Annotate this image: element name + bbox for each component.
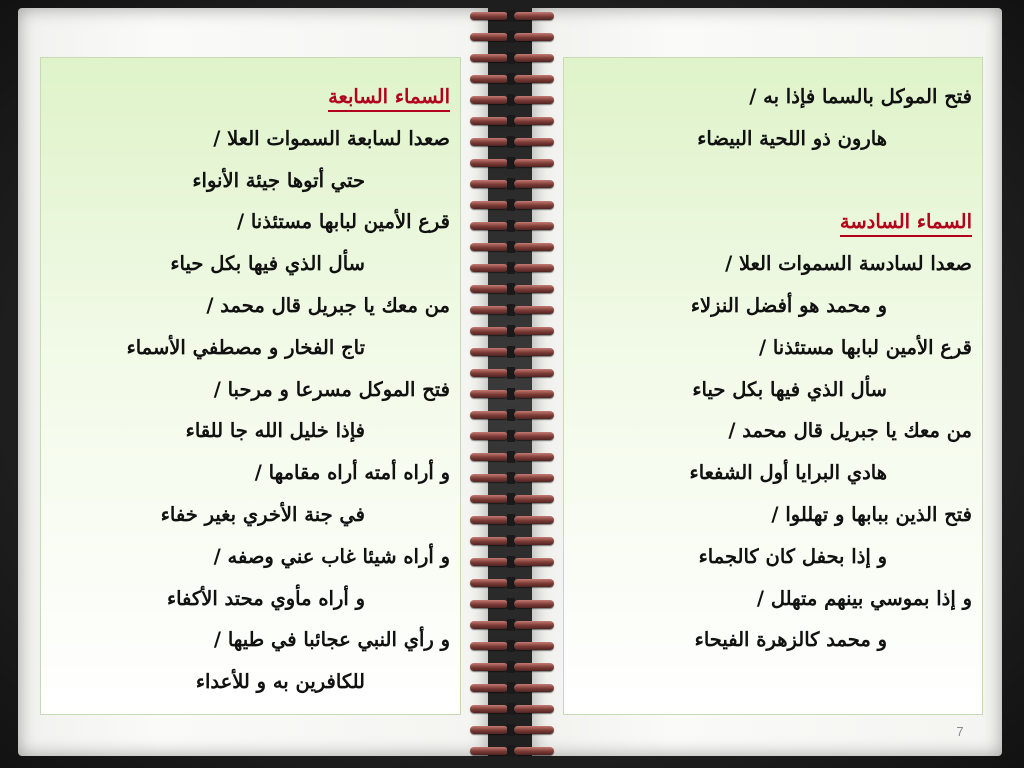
spiral-ring bbox=[470, 682, 556, 694]
spiral-ring bbox=[470, 409, 556, 421]
poem-line: و إذا بحفل كان كالجماء bbox=[698, 544, 887, 568]
poem-line: و أراه شيئا غاب عني وصفه / bbox=[213, 544, 450, 568]
spiral-ring bbox=[470, 472, 556, 484]
spiral-ring bbox=[470, 367, 556, 379]
poem-line: من معك يا جبريل قال محمد / bbox=[206, 293, 450, 317]
spiral-ring bbox=[470, 493, 556, 505]
poem-line: و محمد هو أفضل النزلاء bbox=[690, 293, 887, 317]
spiral-ring bbox=[470, 703, 556, 715]
spiral-ring bbox=[470, 10, 556, 22]
poem-line: و محمد كالزهرة الفيحاء bbox=[694, 628, 887, 652]
poem-line: و أراه مأوي محتد الأكفاء bbox=[166, 586, 365, 610]
spiral-ring bbox=[470, 31, 556, 43]
spiral-ring bbox=[470, 724, 556, 736]
poem-line: تاج الفخار و مصطفي الأسماء bbox=[126, 335, 365, 359]
poem-line: فتح الموكل مسرعا و مرحبا / bbox=[213, 377, 450, 401]
poem-line: فإذا خليل الله جا للقاء bbox=[185, 419, 365, 443]
poem-line: سأل الذي فيها بكل حياء bbox=[170, 252, 365, 276]
spiral-ring bbox=[470, 262, 556, 274]
poem-line: و رأي النبي عجائبا في طيها / bbox=[213, 628, 450, 652]
spiral-ring bbox=[470, 73, 556, 85]
spiral-ring bbox=[470, 283, 556, 295]
poem-line: في جنة الأخري بغير خفاء bbox=[160, 502, 365, 526]
poem-line: للكافرين به و للأعداء bbox=[195, 670, 365, 694]
spiral-ring bbox=[470, 598, 556, 610]
right-title: السماء السادسة bbox=[574, 201, 972, 243]
left-poem bbox=[51, 76, 450, 703]
poem-line: هادي البرايا أول الشفعاء bbox=[689, 461, 887, 485]
page-number: 7 bbox=[956, 724, 964, 739]
poem-line: و إذا بموسي بينهم متهلل / bbox=[756, 586, 972, 610]
spiral-ring bbox=[470, 136, 556, 148]
spiral-ring bbox=[470, 241, 556, 253]
poem-line: قرع الأمين لبابها مستئذنا / bbox=[236, 210, 450, 234]
spiral-ring bbox=[470, 52, 556, 64]
spiral-ring bbox=[470, 640, 556, 652]
poem-line: فتح الذين ببابها و تهللوا / bbox=[771, 502, 972, 526]
spiral-ring bbox=[470, 556, 556, 568]
spiral-ring bbox=[470, 745, 556, 757]
spiral-ring bbox=[470, 178, 556, 190]
poem-line: سأل الذي فيها بكل حياء bbox=[692, 377, 887, 401]
spiral-ring bbox=[470, 451, 556, 463]
spiral-ring bbox=[470, 304, 556, 316]
spiral-ring bbox=[470, 661, 556, 673]
left-title: السماء السابعة bbox=[51, 76, 450, 118]
spiral-ring bbox=[470, 619, 556, 631]
poem-line: و أراه أمته أراه مقامها / bbox=[254, 461, 450, 485]
spiral-ring bbox=[470, 115, 556, 127]
spiral-ring bbox=[470, 514, 556, 526]
poem-line: صعدا لسابعة السموات العلا / bbox=[213, 126, 450, 150]
spiral-ring bbox=[470, 157, 556, 169]
spiral-ring bbox=[470, 577, 556, 589]
spiral-ring bbox=[470, 220, 556, 232]
spiral-ring bbox=[470, 325, 556, 337]
poem-line: قرع الأمين لبابها مستئذنا / bbox=[758, 335, 972, 359]
blank-line bbox=[574, 160, 972, 202]
poem-line: حتي أتوها جيئة الأنواء bbox=[192, 168, 365, 192]
right-poem-panel bbox=[563, 57, 983, 715]
spiral-ring bbox=[470, 535, 556, 547]
spiral-binding bbox=[470, 0, 556, 768]
spiral-ring bbox=[470, 94, 556, 106]
spiral-ring bbox=[470, 430, 556, 442]
right-poem bbox=[574, 76, 972, 661]
poem-line: صعدا لسادسة السموات العلا / bbox=[725, 252, 972, 276]
poem-line: هارون ذو اللحية البيضاء bbox=[697, 126, 887, 150]
poem-line: من معك يا جبريل قال محمد / bbox=[728, 419, 972, 443]
spiral-ring bbox=[470, 199, 556, 211]
poem-line: فتح الموكل بالسما فإذا به / bbox=[749, 85, 972, 108]
spiral-ring bbox=[470, 346, 556, 358]
left-poem-panel bbox=[40, 57, 461, 715]
spiral-ring bbox=[470, 388, 556, 400]
